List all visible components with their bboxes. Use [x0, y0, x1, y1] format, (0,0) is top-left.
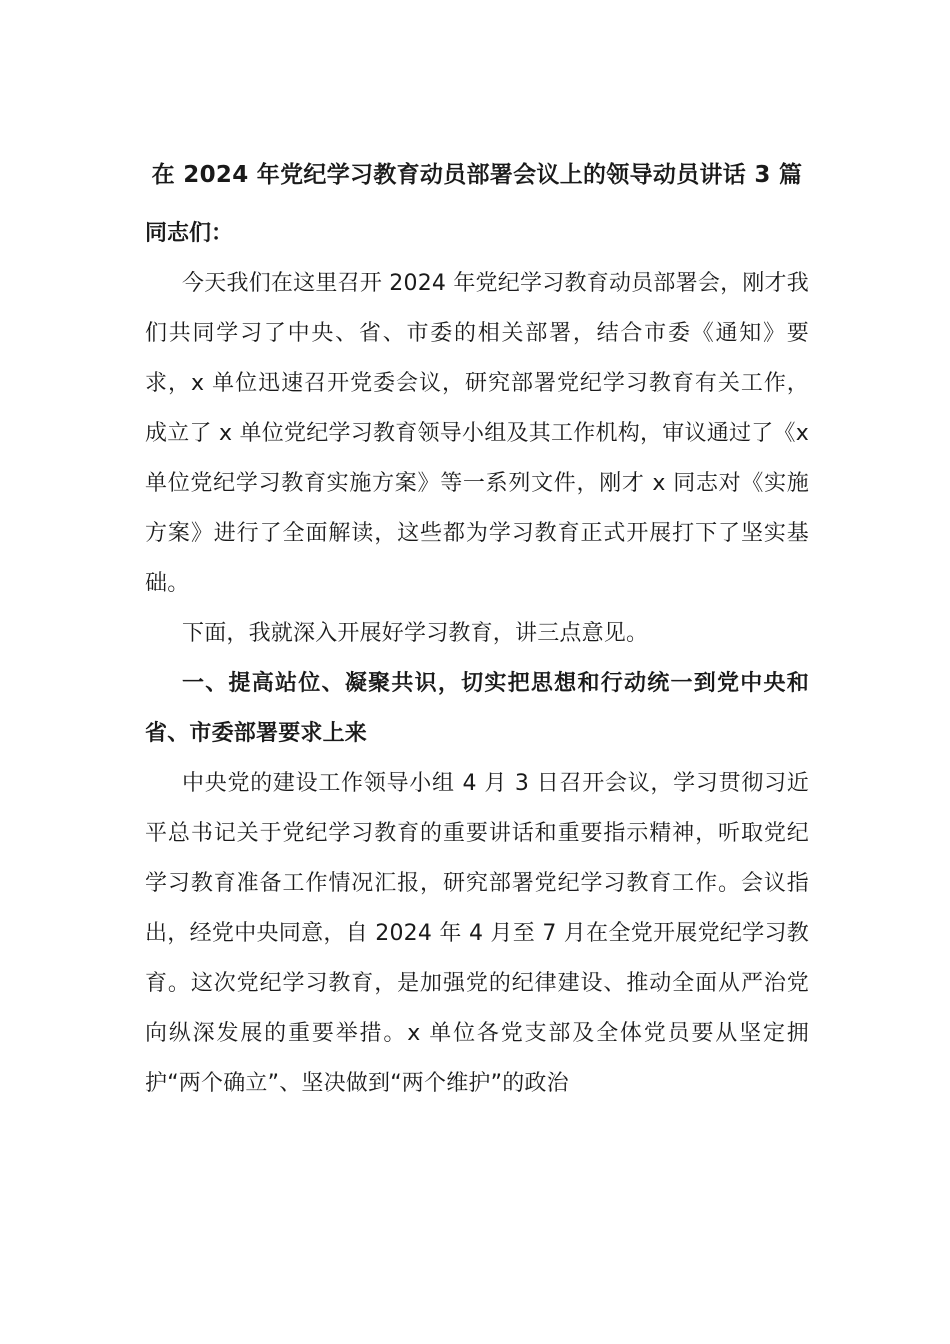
- paragraph-section-1: 中央党的建设工作领导小组 4 月 3 日召开会议，学习贯彻习近平总书记关于党纪学习教育的重要讲话和重要指示精神，听取党纪学习教育准备工作情况汇报，研究部署党纪学习教育工作。会议指出，经党中央同意，自 2024 年 4 月至 7 月在全党开展党纪学习教育。这次党纪学习教育，是加强党的纪律建设、推动全面从严治党向纵深发展的重要举措。x 单位各党支部及全体党员要从坚定拥护“两个确立”、坚决做到“两个维护”的政治: [145, 771, 809, 1096]
- paragraph-opening: 今天我们在这里召开 2024 年党纪学习教育动员部署会，刚才我们共同学习了中央、省、市委的相关部署，结合市委《通知》要求，x 单位迅速召开党委会议，研究部署党纪学习教育有关工作，成立了 x 单位党纪学习教育领导小组及其工作机构，审议通过了《x 单位党纪学习教育实施方案》等一系列文件，刚才 x 同志对《实施方案》进行了全面解读，这些都为学习教育正式开展打下了坚实基础。: [145, 271, 809, 596]
- greeting: 同志们：: [145, 221, 234, 246]
- document-title: 在 2024 年党纪学习教育动员部署会议上的领导动员讲话 3 篇: [151, 162, 803, 188]
- paragraph-intro: 下面，我就深入开展好学习教育，讲三点意见。: [182, 621, 649, 646]
- section-heading-1: 一、提高站位、凝聚共识，切实把思想和行动统一到党中央和省、市委部署要求上来: [145, 671, 809, 746]
- document-body: [145, 150, 809, 1109]
